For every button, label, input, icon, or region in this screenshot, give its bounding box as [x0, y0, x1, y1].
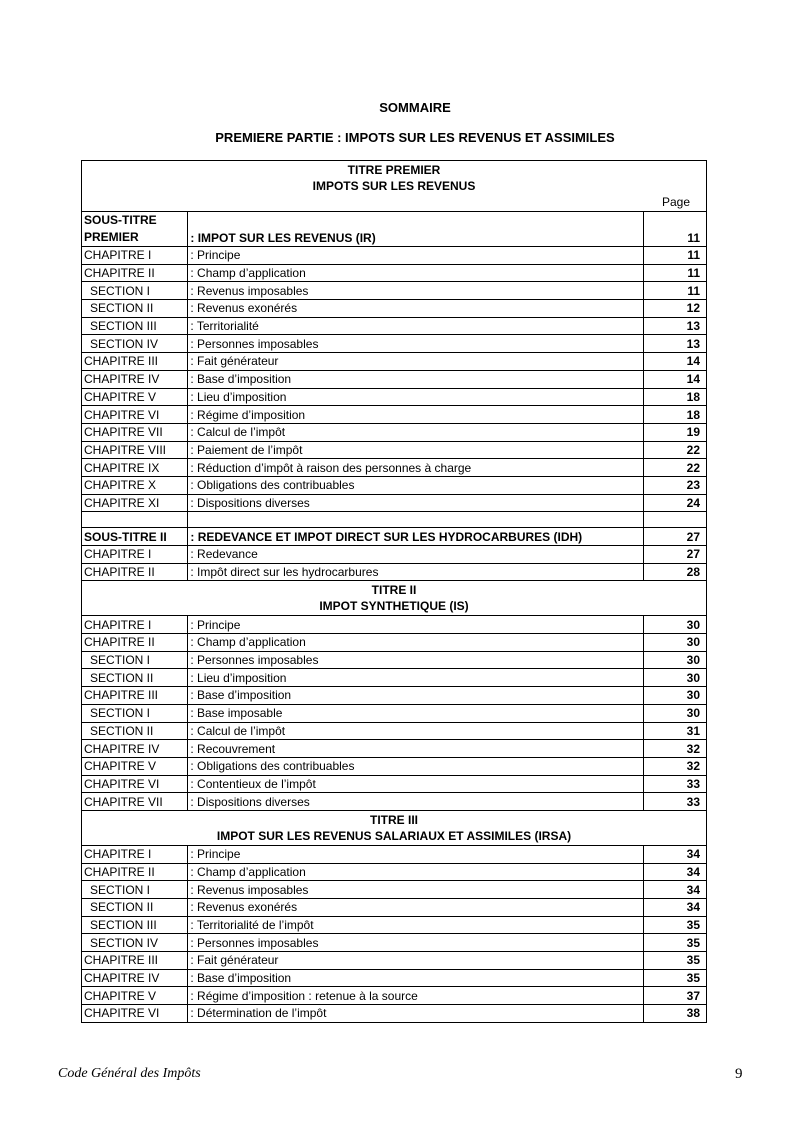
entry-page: 35 — [643, 916, 706, 934]
entry-title: : Régime d’imposition : retenue à la source — [188, 987, 643, 1005]
entry-number: CHAPITRE V — [82, 388, 188, 406]
entry-page: 13 — [643, 335, 706, 353]
entry-number: CHAPITRE III — [82, 952, 188, 970]
entry-page: 22 — [643, 441, 706, 459]
chapter-row — [82, 476, 707, 494]
entry-title: : Détermination de l’impôt — [188, 1005, 643, 1023]
chapter-row — [82, 952, 707, 970]
entry-page: 18 — [643, 388, 706, 406]
entry-number: SECTION I — [82, 704, 188, 722]
entry-title: : Paiement de l’impôt — [188, 441, 643, 459]
entry-title: : Champ d’application — [188, 634, 643, 652]
entry-number: CHAPITRE VI — [82, 1005, 188, 1023]
entry-number: SECTION IV — [82, 335, 188, 353]
entry-title: : Revenus imposables — [188, 282, 643, 300]
chapter-row — [82, 845, 707, 863]
entry-page: 34 — [643, 899, 706, 917]
entry-page: 35 — [643, 934, 706, 952]
entry-title: : Principe — [188, 845, 643, 863]
chapter-row — [82, 370, 707, 388]
entry-page: 30 — [643, 616, 706, 634]
entry-number: SECTION III — [82, 317, 188, 335]
section-row — [82, 881, 707, 899]
entry-page: 14 — [643, 353, 706, 371]
subtitle-row — [82, 528, 707, 546]
entry-page: 11 — [643, 282, 706, 300]
section-row — [82, 722, 707, 740]
chapter-row — [82, 388, 707, 406]
spacer-cell — [188, 512, 643, 528]
chapter-row — [82, 247, 707, 265]
entry-number: CHAPITRE I — [82, 546, 188, 564]
entry-title: : Revenus imposables — [188, 881, 643, 899]
chapter-row — [82, 775, 707, 793]
spacer-cell — [643, 512, 706, 528]
chapter-row — [82, 687, 707, 705]
section-row — [82, 317, 707, 335]
entry-number: SECTION II — [82, 722, 188, 740]
footer-page-number: 9 — [735, 1066, 743, 1082]
entry-page: 35 — [643, 952, 706, 970]
entry-title: : Personnes imposables — [188, 651, 643, 669]
entry-number: SECTION I — [82, 651, 188, 669]
entry-page: 33 — [643, 793, 706, 811]
entry-title: : Base d’imposition — [188, 687, 643, 705]
title-heading-line: IMPOT SYNTHETIQUE (IS) — [319, 599, 469, 614]
title-heading-line: IMPOTS SUR LES REVENUS — [312, 179, 476, 193]
chapter-row — [82, 423, 707, 441]
entry-number: SECTION II — [82, 899, 188, 917]
entry-number: CHAPITRE II — [82, 863, 188, 881]
chapter-row — [82, 494, 707, 512]
entry-page: 11 — [643, 264, 706, 282]
entry-page: 28 — [643, 563, 706, 581]
chapter-row — [82, 264, 707, 282]
entry-title: : Lieu d’imposition — [188, 388, 643, 406]
entry-title: : Revenus exonérés — [188, 899, 643, 917]
title-heading-cell — [82, 810, 707, 845]
entry-page: 38 — [643, 1005, 706, 1023]
title-heading-line: TITRE II — [371, 583, 417, 598]
entry-page: 24 — [643, 494, 706, 512]
chapter-row — [82, 459, 707, 477]
title-heading-cell — [82, 161, 707, 212]
entry-title: : Revenus exonérés — [188, 300, 643, 318]
entry-number: SOUS-TITRE PREMIER — [82, 212, 188, 247]
entry-title: : Base d’imposition — [188, 370, 643, 388]
entry-number: SECTION III — [82, 916, 188, 934]
chapter-row — [82, 757, 707, 775]
section-row — [82, 282, 707, 300]
entry-page: 30 — [643, 687, 706, 705]
entry-page: 22 — [643, 459, 706, 477]
section-row — [82, 916, 707, 934]
title-heading-line: TITRE III — [370, 812, 418, 827]
entry-title: : Obligations des contribuables — [188, 757, 643, 775]
entry-page: 31 — [643, 722, 706, 740]
entry-title: : Dispositions diverses — [188, 494, 643, 512]
section-row — [82, 335, 707, 353]
entry-title: : Calcul de l’impôt — [188, 423, 643, 441]
entry-page: 19 — [643, 423, 706, 441]
entry-page: 18 — [643, 406, 706, 424]
title-heading-row — [82, 810, 707, 845]
entry-page: 30 — [643, 651, 706, 669]
entry-title: : Lieu d’imposition — [188, 669, 643, 687]
part-heading: PREMIERE PARTIE : IMPOTS SUR LES REVENUS ET ASSIMILES — [215, 130, 615, 145]
chapter-row — [82, 406, 707, 424]
entry-title: : Base d’imposition — [188, 969, 643, 987]
section-row — [82, 899, 707, 917]
spacer-row — [82, 512, 707, 528]
entry-number: SECTION I — [82, 282, 188, 300]
entry-page: 27 — [643, 528, 706, 546]
entry-page: 23 — [643, 476, 706, 494]
entry-page: 37 — [643, 987, 706, 1005]
entry-number: CHAPITRE V — [82, 757, 188, 775]
entry-page: 30 — [643, 669, 706, 687]
page-column-label: Page — [661, 195, 690, 209]
chapter-row — [82, 634, 707, 652]
entry-number: CHAPITRE III — [82, 353, 188, 371]
entry-title: : Principe — [188, 247, 643, 265]
entry-number: CHAPITRE X — [82, 476, 188, 494]
entry-title: : Impôt direct sur les hydrocarbures — [188, 563, 643, 581]
section-row — [82, 704, 707, 722]
entry-title: : Redevance — [188, 546, 643, 564]
entry-number: CHAPITRE XI — [82, 494, 188, 512]
chapter-row — [82, 546, 707, 564]
entry-page: 11 — [643, 212, 706, 247]
entry-title: : Territorialité — [188, 317, 643, 335]
page-title: SOMMAIRE — [379, 100, 451, 115]
entry-title: : Champ d’application — [188, 863, 643, 881]
entry-number: SECTION II — [82, 669, 188, 687]
entry-title: : Personnes imposables — [188, 335, 643, 353]
entry-number: SECTION I — [82, 881, 188, 899]
chapter-row — [82, 441, 707, 459]
chapter-row — [82, 616, 707, 634]
entry-page: 34 — [643, 881, 706, 899]
entry-page: 32 — [643, 740, 706, 758]
spacer-cell — [82, 512, 188, 528]
entry-number: CHAPITRE VIII — [82, 441, 188, 459]
entry-number: CHAPITRE VII — [82, 793, 188, 811]
entry-title: : Fait générateur — [188, 952, 643, 970]
entry-number: CHAPITRE II — [82, 264, 188, 282]
entry-number: SOUS-TITRE II — [82, 528, 188, 546]
entry-title: : Principe — [188, 616, 643, 634]
entry-number: CHAPITRE IV — [82, 370, 188, 388]
chapter-row — [82, 563, 707, 581]
entry-title: : IMPOT SUR LES REVENUS (IR) — [188, 212, 643, 247]
entry-number: CHAPITRE I — [82, 616, 188, 634]
entry-title: : REDEVANCE ET IMPOT DIRECT SUR LES HYDROCARBURES (IDH) — [188, 528, 643, 546]
chapter-row — [82, 1005, 707, 1023]
entry-number: CHAPITRE VI — [82, 406, 188, 424]
entry-page: 34 — [643, 845, 706, 863]
entry-page: 12 — [643, 300, 706, 318]
entry-page: 14 — [643, 370, 706, 388]
footer-document-name: Code Général des Impôts — [58, 1066, 201, 1081]
entry-page: 35 — [643, 969, 706, 987]
entry-page: 30 — [643, 704, 706, 722]
entry-number: SECTION II — [82, 300, 188, 318]
section-row — [82, 669, 707, 687]
chapter-row — [82, 969, 707, 987]
entry-number: CHAPITRE IX — [82, 459, 188, 477]
entry-title: : Contentieux de l’impôt — [188, 775, 643, 793]
section-row — [82, 651, 707, 669]
entry-title: : Base imposable — [188, 704, 643, 722]
entry-page: 27 — [643, 546, 706, 564]
chapter-row — [82, 740, 707, 758]
entry-title: : Champ d’application — [188, 264, 643, 282]
entry-number: CHAPITRE I — [82, 845, 188, 863]
title-heading-row — [82, 161, 707, 212]
section-row — [82, 934, 707, 952]
chapter-row — [82, 353, 707, 371]
subtitle-row — [82, 212, 707, 247]
title-heading-row — [82, 581, 707, 616]
title-heading-line: IMPOT SUR LES REVENUS SALARIAUX ET ASSIMILES (IRSA) — [216, 828, 572, 843]
entry-title: : Régime d’imposition — [188, 406, 643, 424]
title-heading-line: TITRE PREMIER — [347, 163, 441, 177]
entry-title: : Obligations des contribuables — [188, 476, 643, 494]
entry-page: 33 — [643, 775, 706, 793]
entry-number: CHAPITRE I — [82, 247, 188, 265]
entry-title: : Fait générateur — [188, 353, 643, 371]
contents-table — [81, 160, 707, 1023]
entry-page: 30 — [643, 634, 706, 652]
entry-number: CHAPITRE II — [82, 563, 188, 581]
entry-title: : Réduction d’impôt à raison des personnes à charge — [188, 459, 643, 477]
entry-number: CHAPITRE II — [82, 634, 188, 652]
chapter-row — [82, 863, 707, 881]
entry-page: 11 — [643, 247, 706, 265]
chapter-row — [82, 987, 707, 1005]
entry-title: : Territorialité de l’impôt — [188, 916, 643, 934]
title-heading-cell — [82, 581, 707, 616]
entry-page: 34 — [643, 863, 706, 881]
entry-page: 13 — [643, 317, 706, 335]
entry-number: CHAPITRE V — [82, 987, 188, 1005]
entry-number: CHAPITRE VI — [82, 775, 188, 793]
entry-title: : Dispositions diverses — [188, 793, 643, 811]
entry-title: : Personnes imposables — [188, 934, 643, 952]
entry-number: CHAPITRE IV — [82, 740, 188, 758]
entry-number: CHAPITRE III — [82, 687, 188, 705]
chapter-row — [82, 793, 707, 811]
entry-number: CHAPITRE IV — [82, 969, 188, 987]
entry-number: SECTION IV — [82, 934, 188, 952]
entry-number: CHAPITRE VII — [82, 423, 188, 441]
entry-page: 32 — [643, 757, 706, 775]
entry-title: : Recouvrement — [188, 740, 643, 758]
entry-title: : Calcul de l’impôt — [188, 722, 643, 740]
section-row — [82, 300, 707, 318]
